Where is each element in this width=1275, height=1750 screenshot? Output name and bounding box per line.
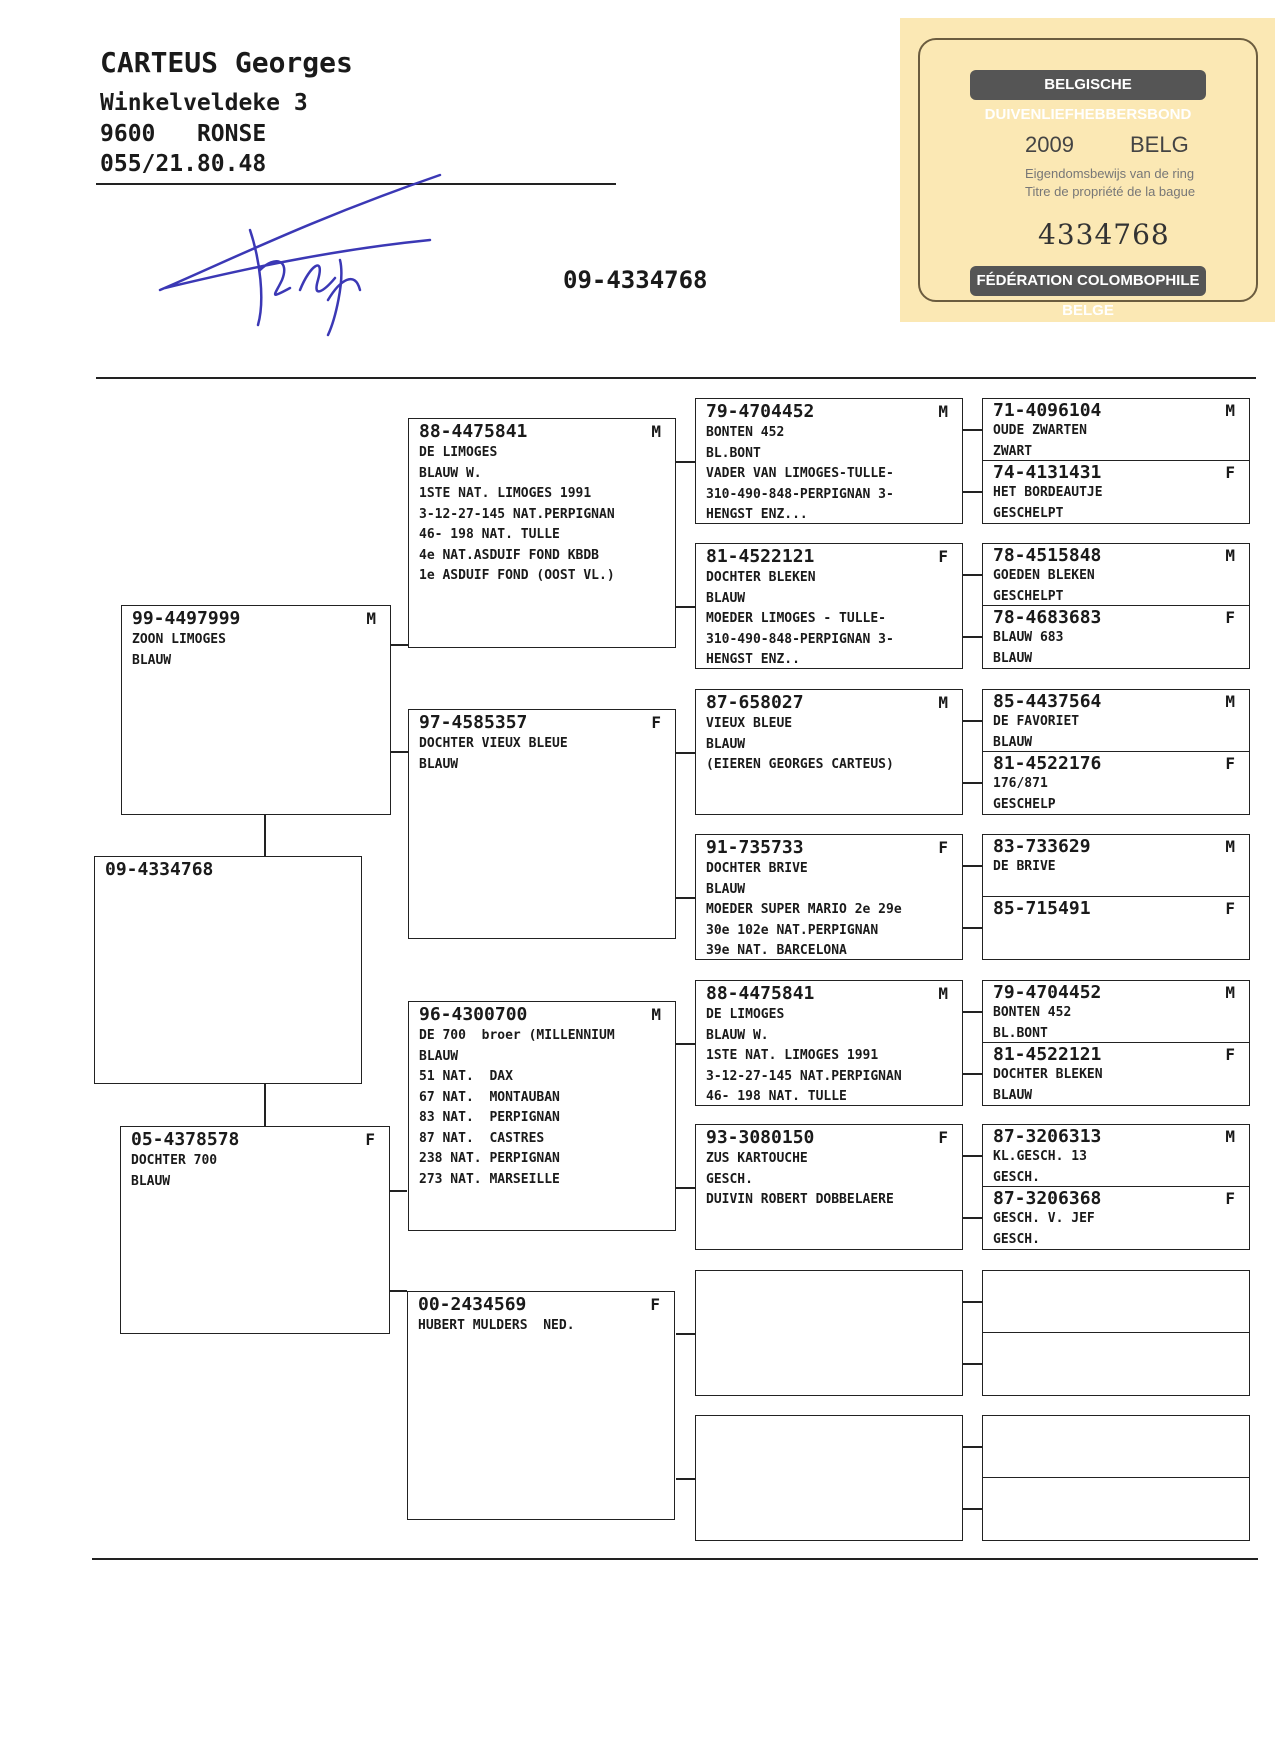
- ring-number: 96-4300700: [419, 1004, 528, 1025]
- connector-line: [676, 1333, 695, 1335]
- sticker-line-nl: Eigendomsbewijs van de ring: [1025, 166, 1195, 181]
- great-grandparent-box: [695, 834, 963, 960]
- sex-marker: M: [651, 1005, 661, 1024]
- breeder-postcode: 9600: [100, 121, 156, 147]
- ring-number: 00-2434569: [418, 1294, 527, 1315]
- note-line: MOEDER SUPER MARIO 2e 29e: [706, 902, 902, 917]
- ring-number: 97-4585357: [419, 712, 528, 733]
- pedigree-notes: [993, 483, 1103, 524]
- note-line: GESCH.: [993, 1169, 1040, 1185]
- pedigree-notes: [993, 712, 1079, 753]
- ring-number: 79-4704452: [993, 982, 1102, 1003]
- connector-line: [963, 1446, 982, 1448]
- connector-line: [963, 1217, 982, 1219]
- pedigree-notes: [993, 1003, 1071, 1044]
- ring-number: 74-4131431: [993, 462, 1102, 483]
- connector-line: [963, 491, 982, 493]
- ring-number: 99-4497999: [132, 608, 241, 629]
- note-line: DUIVIN ROBERT DOBBELAERE: [706, 1192, 894, 1207]
- pedigree-notes: [706, 714, 894, 776]
- ancestor-pair-box: [982, 1415, 1250, 1541]
- ring-number: 81-4522176: [993, 753, 1102, 774]
- pedigree-notes: [132, 630, 226, 671]
- sticker-top-banner: BELGISCHE DUIVENLIEFHEBBERSBOND: [970, 70, 1206, 100]
- note-line: 310-490-848-PERPIGNAN 3-: [706, 631, 894, 647]
- connector-line: [391, 751, 408, 753]
- ring-number: 79-4704452: [706, 401, 815, 422]
- connector-line: [963, 1363, 982, 1365]
- sex-marker: F: [1225, 1045, 1235, 1064]
- ring-number: 81-4522121: [993, 1044, 1102, 1065]
- note-line: BLAUW: [706, 590, 746, 606]
- connector-line: [264, 815, 266, 856]
- note-line: 1STE NAT. LIMOGES 1991: [419, 486, 592, 501]
- note-line: 67 NAT. MONTAUBAN: [419, 1089, 560, 1105]
- great-grandparent-box: [695, 1415, 963, 1541]
- sex-marker: M: [651, 422, 661, 441]
- sex-marker: F: [1225, 899, 1235, 918]
- ancestor-pair-box: [982, 1270, 1250, 1396]
- breeder-city: RONSE: [196, 121, 267, 147]
- note-line: 39e NAT. BARCELONA: [706, 943, 847, 958]
- note-line: 51 NAT. DAX: [419, 1069, 513, 1084]
- ring-number: 87-3206368: [993, 1188, 1102, 1209]
- ring-number: 78-4683683: [993, 607, 1102, 628]
- pedigree-notes: [131, 1151, 217, 1192]
- connector-line: [963, 782, 982, 784]
- connector-line: [676, 1478, 695, 1480]
- note-line: ZUS KARTOUCHE: [706, 1151, 808, 1166]
- breeder-name: CARTEUS Georges: [100, 46, 353, 79]
- sex-marker: F: [938, 838, 948, 857]
- great-grandparent-box: [695, 980, 963, 1106]
- note-line: GESCHELPT: [993, 588, 1064, 604]
- pedigree-notes: [418, 1316, 575, 1337]
- ring-number: 88-4475841: [706, 983, 815, 1004]
- note-line: GESCH.: [993, 1231, 1040, 1247]
- note-line: BLAUW: [993, 734, 1033, 750]
- note-line: BLAUW W.: [706, 1027, 769, 1043]
- note-line: BL.BONT: [993, 1025, 1048, 1041]
- sex-marker: F: [651, 713, 661, 732]
- note-line: KL.GESCH. 13: [993, 1149, 1087, 1164]
- pedigree-notes: [993, 774, 1056, 815]
- note-line: 3-12-27-145 NAT.PERPIGNAN: [419, 506, 615, 522]
- connector-line: [676, 1187, 695, 1189]
- note-line: GESCH.: [706, 1171, 753, 1187]
- note-line: BLAUW: [419, 1048, 459, 1064]
- ring-number: 78-4515848: [993, 545, 1102, 566]
- sticker-number: 4334768: [1038, 218, 1170, 251]
- note-line: DOCHTER VIEUX BLEUE: [419, 736, 568, 751]
- note-line: BLAUW 683: [993, 630, 1064, 645]
- sticker-frame: [918, 38, 1258, 319]
- connector-line: [963, 1508, 982, 1510]
- note-line: 273 NAT. MARSEILLE: [419, 1171, 560, 1187]
- connector-line: [963, 1301, 982, 1303]
- connector-line: [963, 574, 982, 576]
- sire-box: [121, 605, 391, 815]
- sex-marker: M: [1225, 546, 1235, 565]
- note-line: BLAUW: [132, 652, 172, 668]
- note-line: 1e ASDUIF FOND (OOST VL.): [419, 568, 615, 583]
- note-line: 1STE NAT. LIMOGES 1991: [706, 1048, 879, 1063]
- great-grandparent-box: [695, 398, 963, 524]
- pedigree-notes: [419, 1026, 615, 1190]
- sex-marker: M: [938, 693, 948, 712]
- sex-marker: F: [1225, 463, 1235, 482]
- sex-marker: M: [1225, 1127, 1235, 1146]
- note-line: GOEDEN BLEKEN: [993, 568, 1095, 583]
- note-line: 83 NAT. PERPIGNAN: [419, 1110, 560, 1125]
- sex-marker: M: [1225, 692, 1235, 711]
- connector-line: [390, 1190, 407, 1192]
- note-line: BLAUW: [706, 736, 746, 752]
- note-line: 30e 102e NAT.PERPIGNAN: [706, 922, 879, 938]
- pedigree-notes: [706, 568, 894, 671]
- sex-marker: M: [1225, 837, 1235, 856]
- ring-number: 88-4475841: [419, 421, 528, 442]
- note-line: ZWART: [993, 443, 1033, 459]
- pedigree-notes: [706, 423, 894, 526]
- sticker-year: 2009: [1025, 132, 1074, 157]
- ring-number: 85-715491: [993, 898, 1091, 919]
- note-line: 310-490-848-PERPIGNAN 3-: [706, 486, 894, 502]
- ancestor-pair-box: [982, 398, 1250, 524]
- note-line: DE LIMOGES: [706, 1007, 785, 1022]
- note-line: DE LIMOGES: [419, 445, 498, 460]
- note-line: 3-12-27-145 NAT.PERPIGNAN: [706, 1068, 902, 1084]
- sex-marker: F: [1225, 608, 1235, 627]
- sex-marker: F: [938, 547, 948, 566]
- note-line: HET BORDEAUTJE: [993, 485, 1103, 500]
- ring-number: 05-4378578: [131, 1129, 240, 1150]
- connector-line: [963, 1011, 982, 1013]
- connector-line: [676, 752, 695, 754]
- connector-line: [963, 927, 982, 929]
- note-line: BLAUW: [993, 650, 1033, 666]
- connector-line: [963, 865, 982, 867]
- dam-box: [120, 1126, 390, 1334]
- sex-marker: M: [1225, 983, 1235, 1002]
- sticker-bottom-banner: FÉDÉRATION COLOMBOPHILE BELGE: [970, 266, 1206, 296]
- note-line: GESCH. V. JEF: [993, 1211, 1095, 1226]
- note-line: 46- 198 NAT. TULLE: [419, 527, 560, 542]
- ring-ownership-sticker: [900, 18, 1275, 322]
- ring-number: 93-3080150: [706, 1127, 815, 1148]
- note-line: HENGST ENZ...: [706, 507, 808, 522]
- note-line: DE FAVORIET: [993, 714, 1080, 729]
- note-line: BLAUW: [419, 756, 459, 772]
- connector-line: [963, 636, 982, 638]
- pair-divider: [983, 1271, 1249, 1333]
- note-line: DOCHTER 700: [131, 1153, 218, 1168]
- note-line: ZOON LIMOGES: [132, 632, 226, 647]
- ring-number: 87-3206313: [993, 1126, 1102, 1147]
- connector-line: [676, 606, 695, 608]
- connector-line: [963, 429, 982, 431]
- note-line: BONTEN 452: [706, 425, 785, 440]
- signature-drawing: [150, 170, 450, 350]
- note-line: 87 NAT. CASTRES: [419, 1130, 545, 1146]
- sex-marker: M: [938, 402, 948, 421]
- note-line: VIEUX BLEUE: [706, 716, 793, 731]
- note-line: BLAUW: [993, 1087, 1033, 1103]
- pedigree-notes: [706, 859, 902, 962]
- pedigree-notes: [993, 1065, 1103, 1106]
- note-line: DOCHTER BLEKEN: [993, 1067, 1103, 1082]
- grandparent-box: [408, 709, 676, 939]
- pedigree-notes: [419, 734, 568, 775]
- great-grandparent-box: [695, 543, 963, 669]
- ancestor-pair-box: [982, 1124, 1250, 1250]
- note-line: DOCHTER BLEKEN: [706, 570, 816, 585]
- note-line: HUBERT MULDERS NED.: [418, 1318, 575, 1333]
- connector-line: [963, 1155, 982, 1157]
- note-line: BLAUW W.: [419, 465, 482, 481]
- ring-number: 91-735733: [706, 837, 804, 858]
- note-line: 238 NAT. PERPIGNAN: [419, 1151, 560, 1166]
- note-line: DE BRIVE: [993, 859, 1056, 874]
- note-line: (EIEREN GEORGES CARTEUS): [706, 757, 894, 772]
- sex-marker: F: [365, 1130, 375, 1149]
- sex-marker: F: [650, 1295, 660, 1314]
- breeder-phone: 055/21.80.48: [100, 151, 267, 177]
- connector-line: [676, 461, 695, 463]
- ancestor-pair-box: [982, 689, 1250, 815]
- note-line: BLAUW: [131, 1173, 171, 1189]
- sticker-country: BELG: [1130, 132, 1189, 157]
- great-grandparent-box: [695, 1124, 963, 1250]
- note-line: 4e NAT.ASDUIF FOND KBDB: [419, 547, 600, 563]
- ring-number: 81-4522121: [706, 546, 815, 567]
- note-line: 46- 198 NAT. TULLE: [706, 1089, 847, 1104]
- connector-line: [676, 1043, 695, 1045]
- great-grandparent-box: [695, 1270, 963, 1396]
- ring-number: 85-4437564: [993, 691, 1102, 712]
- sex-marker: F: [1225, 754, 1235, 773]
- subject-box: [94, 856, 362, 1084]
- pedigree-notes: [993, 1209, 1095, 1250]
- connector-line: [390, 1290, 407, 1292]
- note-line: VADER VAN LIMOGES-TULLE-: [706, 466, 894, 481]
- ancestor-pair-box: [982, 834, 1250, 960]
- note-line: OUDE ZWARTEN: [993, 423, 1087, 438]
- pedigree-notes: [993, 857, 1056, 878]
- connector-line: [391, 644, 408, 646]
- top-divider: [96, 377, 1256, 379]
- subject-ring: 09-4334768: [105, 859, 214, 880]
- pair-divider: [983, 1416, 1249, 1478]
- note-line: BL.BONT: [706, 445, 761, 461]
- great-grandparent-box: [695, 689, 963, 815]
- ring-number: 87-658027: [706, 692, 804, 713]
- pedigree-notes: [993, 421, 1087, 462]
- pedigree-notes: [993, 628, 1063, 669]
- sex-marker: F: [938, 1128, 948, 1147]
- connector-line: [264, 1084, 266, 1126]
- grandparent-box: [408, 1001, 676, 1231]
- pedigree-notes: [706, 1005, 902, 1108]
- sticker-line-fr: Titre de propriété de la bague: [1025, 184, 1196, 199]
- grandparent-box: [407, 1291, 675, 1520]
- sex-marker: M: [366, 609, 376, 628]
- note-line: DE 700 broer (MILLENNIUM: [419, 1028, 615, 1043]
- connector-line: [963, 1073, 982, 1075]
- pedigree-notes: [993, 1147, 1087, 1188]
- sex-marker: F: [1225, 1189, 1235, 1208]
- connector-line: [963, 720, 982, 722]
- note-line: BLAUW: [706, 881, 746, 897]
- pedigree-notes: [706, 1149, 894, 1211]
- breeder-street: Winkelveldeke 3: [100, 90, 308, 116]
- ancestor-pair-box: [982, 543, 1250, 669]
- ring-number: 83-733629: [993, 836, 1091, 857]
- note-line: DOCHTER BRIVE: [706, 861, 808, 876]
- grandparent-box: [408, 418, 676, 648]
- pedigree-notes: [993, 566, 1095, 607]
- document-ring-number: 09-4334768: [563, 266, 708, 294]
- connector-line: [676, 897, 695, 899]
- bottom-divider: [92, 1558, 1258, 1560]
- note-line: HENGST ENZ..: [706, 652, 800, 667]
- note-line: BONTEN 452: [993, 1005, 1072, 1020]
- sex-marker: M: [938, 984, 948, 1003]
- ancestor-pair-box: [982, 980, 1250, 1106]
- sex-marker: M: [1225, 401, 1235, 420]
- note-line: GESCHELPT: [993, 505, 1064, 521]
- ring-number: 71-4096104: [993, 400, 1102, 421]
- pedigree-notes: [419, 443, 615, 587]
- breeder-city-line: [100, 121, 266, 147]
- note-line: MOEDER LIMOGES - TULLE-: [706, 611, 887, 626]
- note-line: GESCHELP: [993, 796, 1056, 812]
- note-line: 176/871: [993, 776, 1048, 791]
